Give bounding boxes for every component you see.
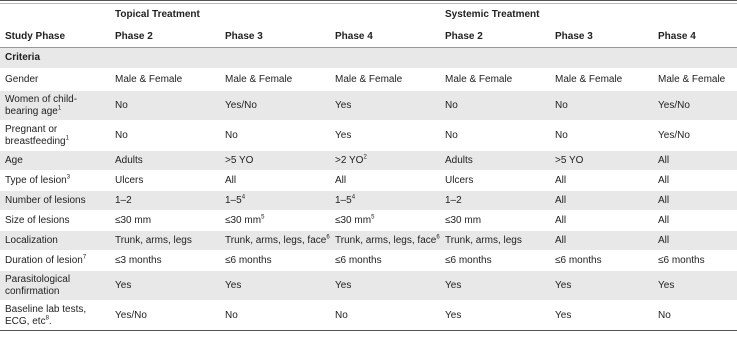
group-systemic: Systemic Treatment xyxy=(440,4,737,27)
col-header-topical-phase-4: Phase 4 xyxy=(330,26,440,48)
table-cell: No xyxy=(220,121,330,151)
table-row xyxy=(0,171,737,191)
row-label: Parasitological confirmation xyxy=(0,271,110,301)
table-cell: Adults xyxy=(110,151,220,171)
table-cell: No xyxy=(550,91,653,121)
table-cell: >2 $YO^2$ xyxy=(330,151,440,171)
table-cell: ≤3 months xyxy=(110,251,220,271)
column-header-row xyxy=(0,26,737,48)
table-cell: Male & Female xyxy=(440,69,550,91)
table-row xyxy=(0,191,737,211)
table-cell: Male & Female xyxy=(550,69,653,91)
table-cell: Yes xyxy=(330,271,440,301)
table-cell: Yes/No xyxy=(653,121,737,151)
table-cell: ≤30 mm xyxy=(110,211,220,231)
col-header-systemic-phase-4: Phase 4 xyxy=(653,26,737,48)
table-cell: Yes/No xyxy=(653,91,737,121)
table-cell: Yes xyxy=(330,121,440,151)
table-cell: Adults xyxy=(440,151,550,171)
table-cell: $1-5^4$ xyxy=(220,191,330,211)
table-cell: Yes xyxy=(440,271,550,301)
table-cell: Male & Female xyxy=(110,69,220,91)
table-cell: Yes xyxy=(110,271,220,301)
table-cell: Trunk, arms, legs xyxy=(110,231,220,251)
table-cell: All xyxy=(220,171,330,191)
table-cell: All xyxy=(653,231,737,251)
table-cell: Yes xyxy=(550,301,653,331)
table-cell: All xyxy=(653,211,737,231)
table-cell: No xyxy=(440,121,550,151)
table-cell: All xyxy=(653,191,737,211)
table-cell: Yes xyxy=(550,271,653,301)
row-label: Women of child-bearing age$^1$ xyxy=(0,91,110,121)
row-label: Type of lesion$^3$ xyxy=(0,171,110,191)
table-cell: Yes/No xyxy=(220,91,330,121)
table-cell: ≤6 months xyxy=(440,251,550,271)
table-cell: Male & Female xyxy=(220,69,330,91)
table-cell: 1–2 xyxy=(110,191,220,211)
table-cell: All xyxy=(550,211,653,231)
col-header-topical-phase-2: Phase 2 xyxy=(110,26,220,48)
row-label: Gender xyxy=(0,69,110,91)
table-cell: All xyxy=(550,171,653,191)
table-cell: ≤6 months xyxy=(653,251,737,271)
col-header-topical-phase-3: Phase 3 xyxy=(220,26,330,48)
table-cell: Trunk, arms, legs, face$^6$ xyxy=(330,231,440,251)
table-cell: No xyxy=(220,301,330,331)
table-cell: 1–2 xyxy=(440,191,550,211)
table-cell: All xyxy=(330,171,440,191)
table-row xyxy=(0,271,737,301)
group-header-row xyxy=(0,4,737,27)
table-cell: No xyxy=(110,121,220,151)
table-cell: Yes/No xyxy=(110,301,220,331)
table-cell: ≤6 months xyxy=(330,251,440,271)
section-label: Criteria xyxy=(0,48,737,69)
table-row xyxy=(0,151,737,171)
group-topical: Topical Treatment xyxy=(110,4,440,27)
row-label: Localization xyxy=(0,231,110,251)
table-cell: No xyxy=(653,301,737,331)
table-cell: ≤6 months xyxy=(550,251,653,271)
table-cell: >5 YO xyxy=(550,151,653,171)
table-cell: ≤30 $mm^5$ xyxy=(220,211,330,231)
table-cell: Yes xyxy=(440,301,550,331)
row-label: Pregnant or breastfeeding$^1$ xyxy=(0,121,110,151)
table-row xyxy=(0,121,737,151)
col-header-systemic-phase-3: Phase 3 xyxy=(550,26,653,48)
table-cell: >5 YO xyxy=(220,151,330,171)
table-row xyxy=(0,301,737,331)
table-cell: All xyxy=(550,191,653,211)
row-label: Duration of lesion$^7$ xyxy=(0,251,110,271)
row-label: Size of lesions xyxy=(0,211,110,231)
table-cell: ≤30 mm xyxy=(440,211,550,231)
table-cell: No xyxy=(550,121,653,151)
table-cell: ≤30 $mm^5$ xyxy=(330,211,440,231)
table-cell: Trunk, arms, legs, face$^6$ xyxy=(220,231,330,251)
table-cell: No xyxy=(110,91,220,121)
table-cell: $1-5^4$ xyxy=(330,191,440,211)
table-cell: Yes xyxy=(220,271,330,301)
row-label: Number of lesions xyxy=(0,191,110,211)
table-cell: All xyxy=(653,151,737,171)
table-cell: No xyxy=(330,301,440,331)
table-row xyxy=(0,91,737,121)
table-cell: ≤6 months xyxy=(220,251,330,271)
table-cell: All xyxy=(653,171,737,191)
table-row xyxy=(0,211,737,231)
table-cell: Ulcers xyxy=(440,171,550,191)
table-row xyxy=(0,69,737,91)
table-cell: Male & Female xyxy=(653,69,737,91)
table-cell: Male & Female xyxy=(330,69,440,91)
col-header-study-phase: Study Phase xyxy=(0,26,110,48)
section-row xyxy=(0,48,737,69)
row-label: Baseline lab tests, ECG, etc$^8$. xyxy=(0,301,110,331)
table-cell: All xyxy=(550,231,653,251)
table-cell: No xyxy=(440,91,550,121)
table-row xyxy=(0,251,737,271)
row-label: Age xyxy=(0,151,110,171)
table-row xyxy=(0,231,737,251)
table-cell: Yes xyxy=(653,271,737,301)
col-header-systemic-phase-2: Phase 2 xyxy=(440,26,550,48)
table-cell: Trunk, arms, legs xyxy=(440,231,550,251)
table-cell: Ulcers xyxy=(110,171,220,191)
table-cell: Yes xyxy=(330,91,440,121)
